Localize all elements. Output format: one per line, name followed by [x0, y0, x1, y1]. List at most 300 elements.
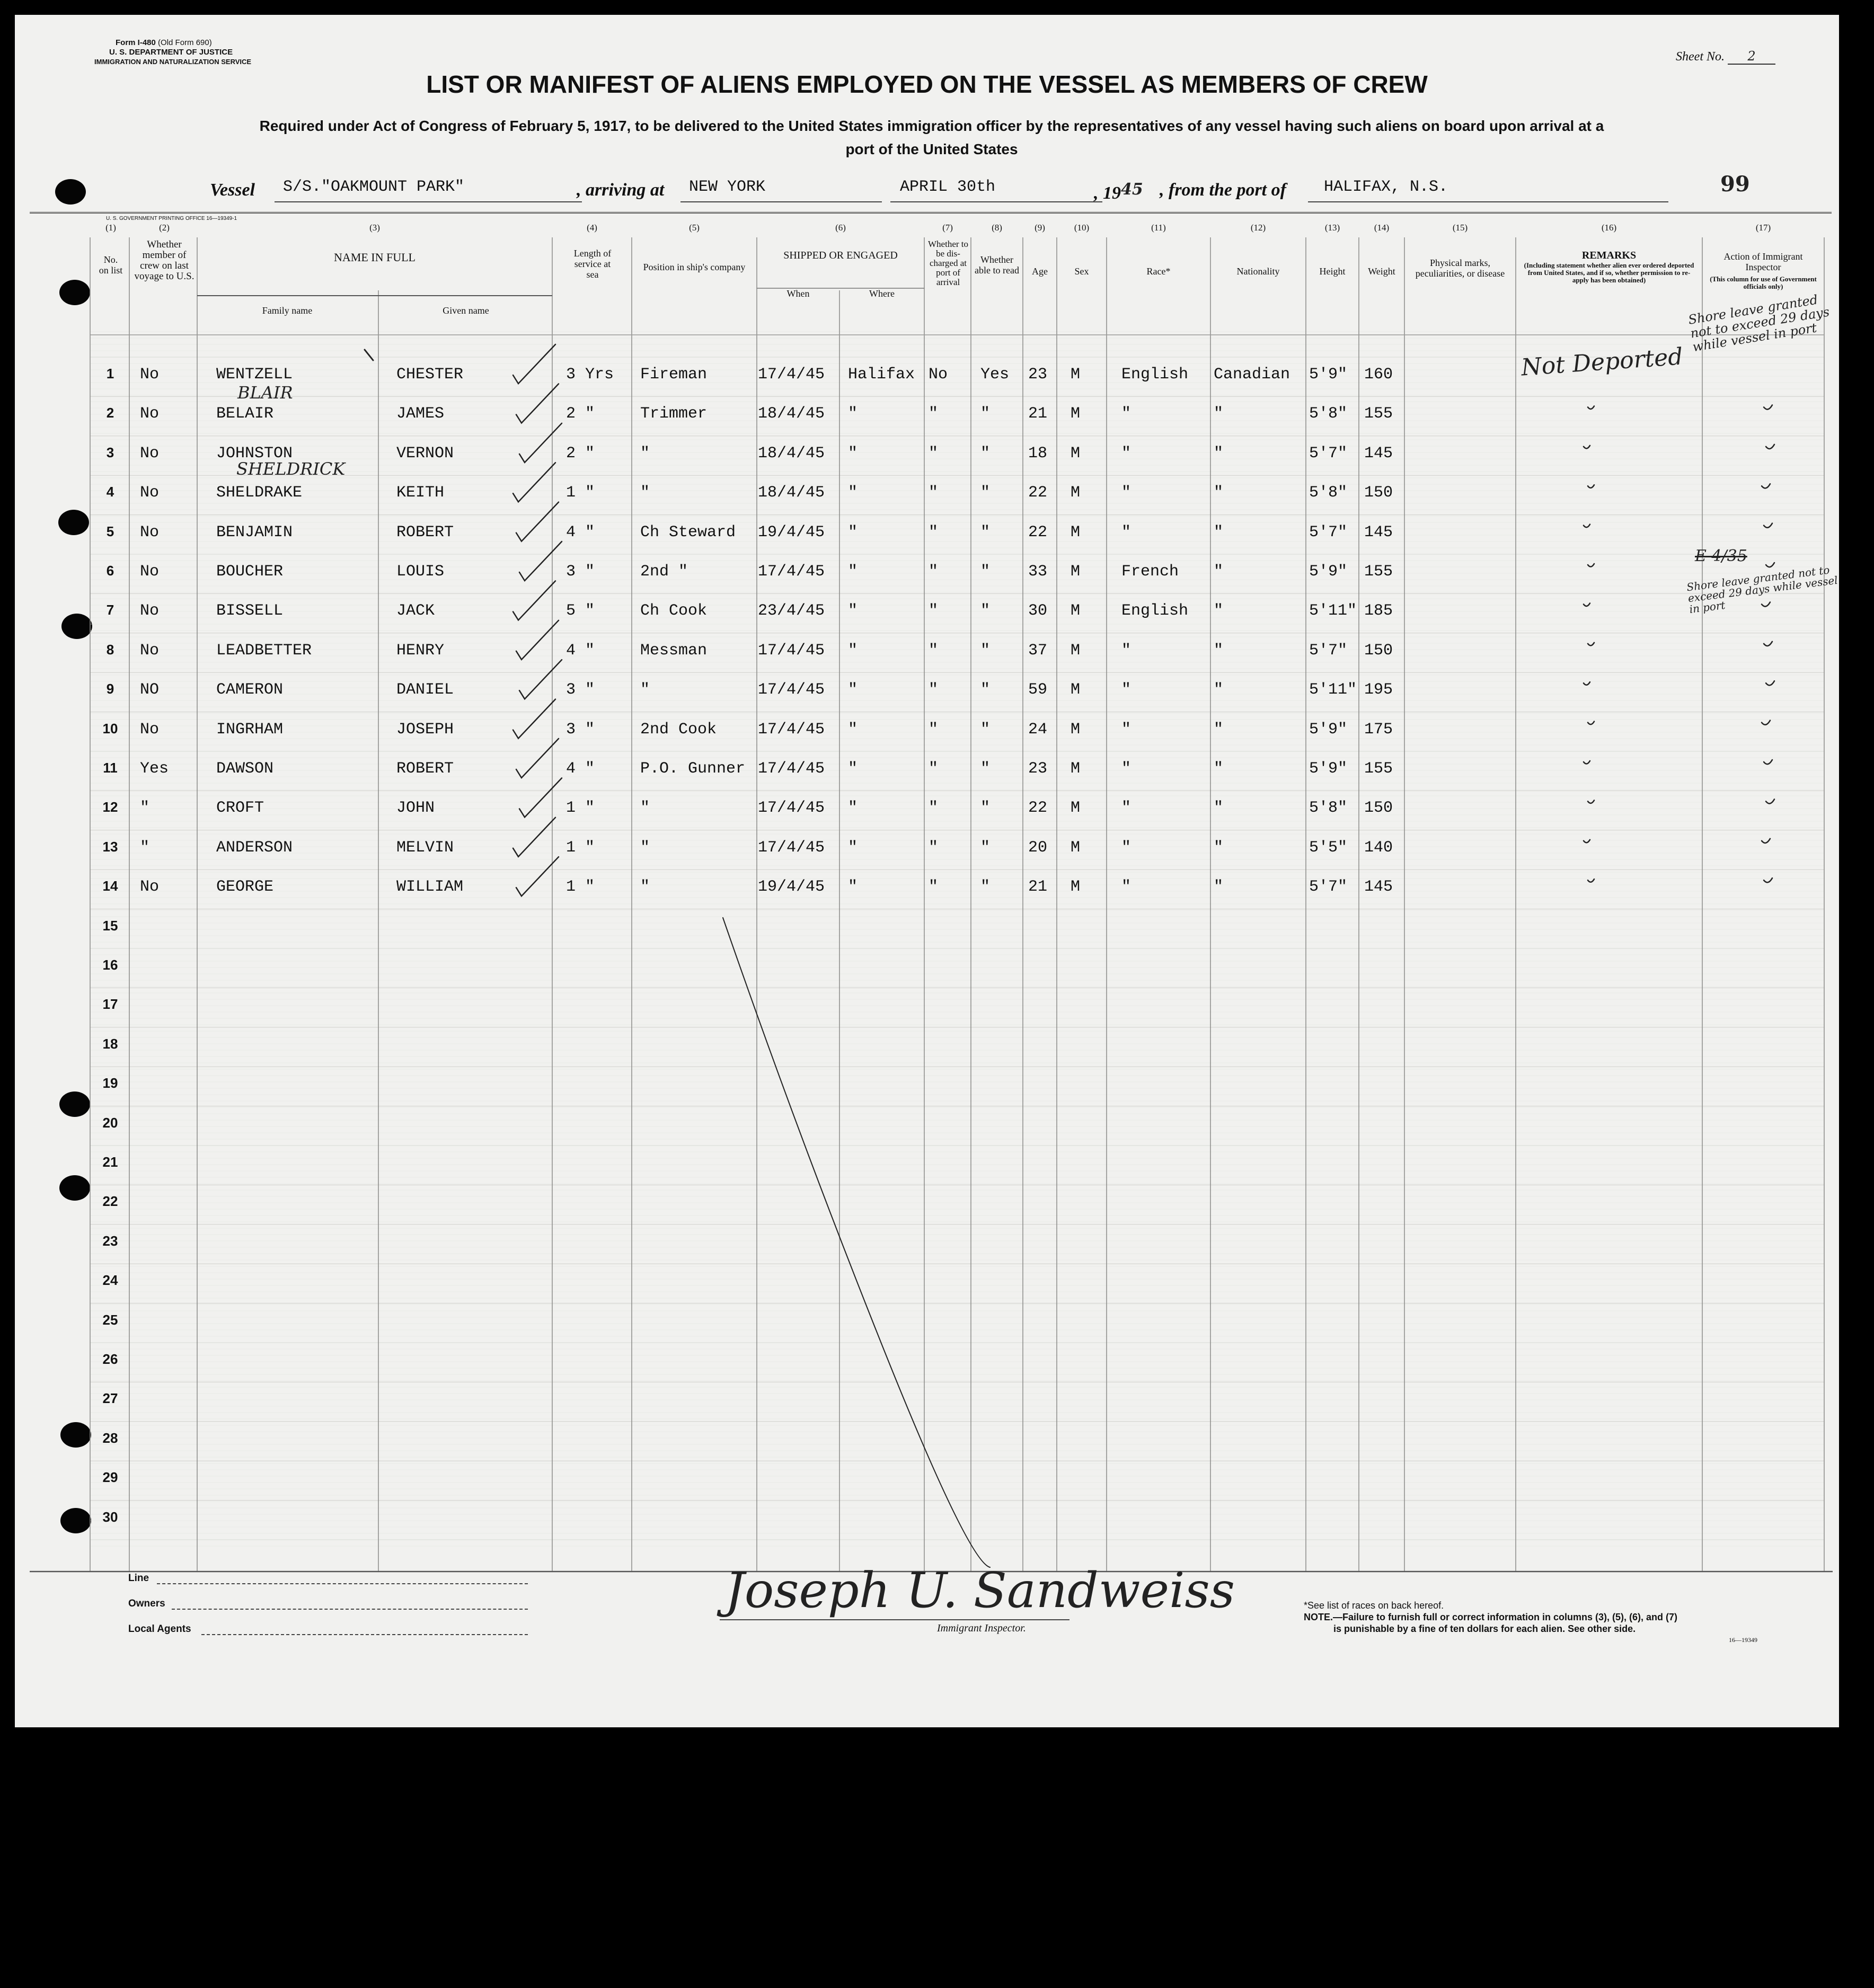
discharged: "	[929, 405, 939, 423]
given-name: JAMES	[396, 405, 445, 423]
position: "	[640, 484, 650, 502]
prev-voyage: No	[140, 444, 160, 463]
col2-num: (2)	[159, 223, 170, 233]
pen-stroke	[1764, 760, 1772, 764]
weight: 155	[1364, 563, 1393, 581]
discharged: "	[929, 641, 939, 660]
age: 24	[1028, 720, 1048, 739]
position: 2nd Cook	[640, 720, 717, 739]
family-name: BISSELL	[216, 602, 284, 620]
position: "	[640, 838, 650, 857]
row-number: 10	[102, 720, 118, 736]
race: "	[1121, 681, 1132, 699]
height: 5'8"	[1309, 405, 1348, 423]
pen-stroke	[516, 502, 559, 542]
service-length: 2 "	[566, 444, 595, 463]
col12-num: (12)	[1250, 223, 1266, 233]
race: "	[1121, 838, 1132, 857]
nationality: "	[1214, 405, 1224, 423]
row-number: 22	[102, 1193, 118, 1210]
sex: M	[1071, 366, 1081, 384]
sex: M	[1071, 838, 1081, 857]
discharged: "	[929, 720, 939, 739]
height: 5'9"	[1309, 563, 1348, 581]
family-name: ANDERSON	[216, 838, 293, 857]
height: 5'9"	[1309, 720, 1348, 739]
row-number: 19	[102, 1075, 118, 1091]
nationality: "	[1214, 720, 1224, 739]
able-to-read: "	[980, 838, 991, 857]
race: "	[1121, 405, 1132, 423]
given-name: JOHN	[396, 799, 435, 818]
race: "	[1121, 523, 1132, 542]
sheet-number: Sheet No. 2	[1676, 49, 1775, 65]
family-name: BENJAMIN	[216, 523, 293, 542]
pen-stroke	[1588, 564, 1594, 567]
given-name: HENRY	[396, 641, 445, 660]
row-number: 8	[106, 641, 114, 658]
given-name: DANIEL	[396, 681, 454, 699]
col15-label: Physical marks, peculiarities, or disease	[1415, 258, 1505, 279]
shipped-when: 23/4/45	[758, 602, 825, 620]
row-number: 25	[102, 1311, 118, 1328]
discharged: "	[929, 523, 939, 542]
service-length: 1 "	[566, 838, 595, 857]
discharged: "	[929, 838, 939, 857]
shipped-when: 17/4/45	[758, 799, 825, 818]
col15-num: (15)	[1452, 223, 1468, 233]
discharged: "	[929, 799, 939, 818]
col9-label: Age	[1032, 266, 1048, 277]
pen-stroke	[1584, 446, 1590, 449]
sex: M	[1071, 641, 1081, 660]
service: IMMIGRATION AND NATURALIZATION SERVICE	[94, 58, 252, 66]
arrival-date: APRIL 30th	[900, 178, 996, 196]
height: 5'7"	[1309, 641, 1348, 660]
pen-stroke	[723, 918, 990, 1567]
service-length: 1 "	[566, 878, 595, 897]
service-length: 4 "	[566, 523, 595, 542]
nationality: "	[1214, 878, 1224, 897]
col12-label: Nationality	[1236, 266, 1280, 277]
race: "	[1121, 444, 1132, 463]
nationality: "	[1214, 444, 1224, 463]
prev-voyage: No	[140, 366, 160, 384]
service-length: 1 "	[566, 799, 595, 818]
col10-label: Sex	[1074, 266, 1089, 277]
family-name: CROFT	[216, 799, 264, 818]
race: English	[1121, 366, 1189, 384]
row-number: 18	[102, 1035, 118, 1052]
position: Messman	[640, 641, 708, 660]
height: 5'9"	[1309, 366, 1348, 384]
form-title: LIST OR MANIFEST OF ALIENS EMPLOYED ON THE VESSEL AS MEMBERS OF CREW	[426, 70, 1428, 98]
col7-label: Whether to be dis-charged at port of arrival	[928, 239, 968, 287]
able-to-read: "	[980, 760, 991, 778]
weight: 145	[1364, 523, 1393, 542]
sex: M	[1071, 681, 1081, 699]
nationality: Canadian	[1214, 366, 1290, 384]
able-to-read: "	[980, 681, 991, 699]
able-to-read: "	[980, 878, 991, 897]
pen-stroke	[513, 818, 555, 857]
row-number: 15	[102, 917, 118, 934]
shipped-where: "	[848, 681, 858, 699]
row-number: 7	[106, 602, 114, 618]
shipped-when: 18/4/45	[758, 444, 825, 463]
row-number: 12	[102, 799, 118, 815]
arriving-port: NEW YORK	[689, 178, 766, 196]
col9-num: (9)	[1035, 223, 1045, 233]
service-length: 5 "	[566, 602, 595, 620]
prev-voyage: No	[140, 720, 160, 739]
service-length: 3 Yrs	[566, 366, 614, 384]
pen-stroke	[513, 581, 555, 620]
able-to-read: "	[980, 641, 991, 660]
shipped-when: 18/4/45	[758, 405, 825, 423]
col16-num: (16)	[1601, 223, 1617, 233]
form-number: Form I-480 (Old Form 690)	[116, 38, 212, 47]
shipped-when: 17/4/45	[758, 641, 825, 660]
weight: 150	[1364, 799, 1393, 818]
family-name: INGRHAM	[216, 720, 284, 739]
position: Ch Steward	[640, 523, 736, 542]
race: "	[1121, 641, 1132, 660]
height: 5'7"	[1309, 444, 1348, 463]
family-name: DAWSON	[216, 760, 274, 778]
row-number: 2	[106, 405, 114, 421]
weight: 195	[1364, 681, 1393, 699]
pen-stroke	[513, 344, 555, 384]
sex: M	[1071, 484, 1081, 502]
arriving-label: , arriving at	[577, 180, 665, 200]
pen-marks	[15, 15, 1839, 1727]
pen-stroke	[1588, 485, 1594, 488]
prev-voyage: No	[140, 405, 160, 423]
service-length: 1 "	[566, 484, 595, 502]
shipped-when: 17/4/45	[758, 681, 825, 699]
race: "	[1121, 720, 1132, 739]
pen-stroke	[1764, 523, 1772, 528]
prev-voyage: No	[140, 563, 160, 581]
shipped-where: Halifax	[848, 366, 915, 384]
from-label: , from the port of	[1160, 180, 1286, 200]
col3-label: NAME IN FULL	[334, 251, 416, 264]
row-number: 21	[102, 1154, 118, 1170]
age: 22	[1028, 799, 1048, 818]
row-number: 30	[102, 1508, 118, 1525]
position: Trimmer	[640, 405, 708, 423]
shipped-when: 19/4/45	[758, 523, 825, 542]
service-length: 2 "	[566, 405, 595, 423]
race: French	[1121, 563, 1179, 581]
col8-num: (8)	[992, 223, 1002, 233]
row-number: 13	[102, 838, 118, 855]
shipped-where: "	[848, 523, 858, 542]
col11-num: (11)	[1151, 223, 1166, 233]
able-to-read: "	[980, 720, 991, 739]
row-number: 29	[102, 1469, 118, 1486]
signature-title: Immigrant Inspector.	[937, 1622, 1026, 1634]
able-to-read: "	[980, 799, 991, 818]
department: U. S. DEPARTMENT OF JUSTICE	[109, 48, 233, 57]
nationality: "	[1214, 523, 1224, 542]
given-name: ROBERT	[396, 523, 454, 542]
position: P.O. Gunner	[640, 760, 746, 778]
annotation-sheldrick: SHELDRICK	[236, 459, 346, 479]
able-to-read: Yes	[980, 366, 1010, 384]
pen-stroke	[1588, 800, 1594, 803]
prev-voyage: NO	[140, 681, 160, 699]
col2-label: Whether member of crew on last voyage to U.S.	[134, 239, 195, 282]
shipped-when: 17/4/45	[758, 563, 825, 581]
shipped-where: "	[848, 602, 858, 620]
col3-given: Given name	[443, 305, 489, 316]
shipped-when: 19/4/45	[758, 878, 825, 897]
age: 30	[1028, 602, 1048, 620]
prev-voyage: "	[140, 838, 150, 857]
col3-num: (3)	[369, 223, 380, 233]
height: 5'9"	[1309, 760, 1348, 778]
position: Ch Cook	[640, 602, 708, 620]
prev-voyage: No	[140, 523, 160, 542]
weight: 160	[1364, 366, 1393, 384]
shipped-when: 18/4/45	[758, 484, 825, 502]
pen-stroke	[1762, 602, 1770, 606]
pen-stroke	[513, 699, 555, 739]
page-stamp: 99	[1720, 172, 1750, 197]
printing-office: U. S. GOVERNMENT PRINTING OFFICE 16—19349-1	[106, 216, 237, 221]
nationality: "	[1214, 799, 1224, 818]
race: "	[1121, 799, 1132, 818]
discharged: "	[929, 484, 939, 502]
col3-family: Family name	[262, 305, 313, 316]
age: 21	[1028, 878, 1048, 897]
sex: M	[1071, 799, 1081, 818]
col14-num: (14)	[1374, 223, 1390, 233]
position: "	[640, 799, 650, 818]
weight: 150	[1364, 484, 1393, 502]
pen-stroke	[516, 384, 559, 423]
given-name: MELVIN	[396, 838, 454, 857]
family-name: WENTZELL	[216, 366, 293, 384]
row-number: 20	[102, 1114, 118, 1131]
pen-stroke	[1764, 642, 1772, 646]
col5-label: Position in ship's company	[643, 262, 746, 272]
row-number: 24	[102, 1272, 118, 1289]
race: "	[1121, 484, 1132, 502]
pen-stroke	[1766, 681, 1774, 685]
given-name: CHESTER	[396, 366, 464, 384]
row-number: 27	[102, 1390, 118, 1407]
row-number: 9	[106, 681, 114, 697]
age: 37	[1028, 641, 1048, 660]
col6-where: Where	[869, 288, 895, 299]
col4-num: (4)	[587, 223, 597, 233]
shipped-where: "	[848, 641, 858, 660]
sex: M	[1071, 405, 1081, 423]
given-name: LOUIS	[396, 563, 445, 581]
race: "	[1121, 878, 1132, 897]
inspector-signature: Joseph U. Sandweiss	[725, 1562, 1235, 1619]
age: 20	[1028, 838, 1048, 857]
pen-stroke	[1584, 525, 1590, 528]
form-code: 16—19349	[1729, 1636, 1757, 1644]
pen-stroke	[1584, 603, 1590, 606]
col13-label: Height	[1319, 266, 1346, 277]
col14-label: Weight	[1368, 266, 1395, 277]
shipped-where: "	[848, 405, 858, 423]
age: 23	[1028, 760, 1048, 778]
year-label: , 1945	[1094, 180, 1143, 203]
shipped-when: 17/4/45	[758, 720, 825, 739]
weight: 155	[1364, 405, 1393, 423]
annotation-row6: E 4/35	[1695, 547, 1747, 565]
pen-stroke	[1588, 879, 1594, 882]
height: 5'5"	[1309, 838, 1348, 857]
able-to-read: "	[980, 602, 991, 620]
prev-voyage: No	[140, 641, 160, 660]
pen-stroke	[1584, 761, 1590, 764]
given-name: KEITH	[396, 484, 445, 502]
weight: 145	[1364, 878, 1393, 897]
row-number: 3	[106, 444, 114, 460]
given-name: JOSEPH	[396, 720, 454, 739]
able-to-read: "	[980, 484, 991, 502]
service-length: 3 "	[566, 563, 595, 581]
weight: 185	[1364, 602, 1393, 620]
weight: 155	[1364, 760, 1393, 778]
annotation-shore-leave-2: Shore leave granted not to exceed 29 days while vessel in port	[1686, 563, 1838, 616]
family-name: BELAIR	[216, 405, 274, 423]
pen-stroke	[1764, 405, 1772, 409]
shipped-where: "	[848, 799, 858, 818]
age: 23	[1028, 366, 1048, 384]
annotation-shore-leave-1: Shore leave granted not to exceed 29 days while vessel in port	[1687, 292, 1831, 355]
row-number: 4	[106, 484, 114, 500]
shipped-where: "	[848, 484, 858, 502]
sex: M	[1071, 563, 1081, 581]
row-number: 6	[106, 563, 114, 579]
prev-voyage: No	[140, 484, 160, 502]
col17-num: (17)	[1755, 223, 1771, 233]
age: 22	[1028, 484, 1048, 502]
col6-when: When	[786, 288, 810, 299]
shipped-where: "	[848, 838, 858, 857]
age: 33	[1028, 563, 1048, 581]
pen-stroke	[365, 350, 373, 360]
col10-num: (10)	[1074, 223, 1090, 233]
col13-num: (13)	[1324, 223, 1340, 233]
row-number: 1	[106, 366, 114, 381]
height: 5'8"	[1309, 799, 1348, 818]
col4-label: Length of service at sea	[573, 248, 612, 280]
age: 21	[1028, 405, 1048, 423]
line-label: Line	[128, 1573, 149, 1584]
fine-note-2: is punishable by a fine of ten dollars for each alien. See other side.	[1333, 1623, 1636, 1634]
pen-stroke	[1584, 682, 1590, 685]
pen-stroke	[1766, 563, 1774, 567]
vessel-name: S/S."OAKMOUNT PARK"	[283, 178, 465, 196]
given-name: ROBERT	[396, 760, 454, 778]
pen-stroke	[516, 739, 559, 778]
nationality: "	[1214, 838, 1224, 857]
shipped-where: "	[848, 760, 858, 778]
given-name: JACK	[396, 602, 435, 620]
position: "	[640, 878, 650, 897]
row-number: 5	[106, 523, 114, 539]
weight: 145	[1364, 444, 1393, 463]
sex: M	[1071, 760, 1081, 778]
shipped-when: 17/4/45	[758, 366, 825, 384]
pen-stroke	[1588, 722, 1594, 725]
pen-stroke	[519, 660, 562, 699]
age: 22	[1028, 523, 1048, 542]
col5-num: (5)	[689, 223, 700, 233]
shipped-where: "	[848, 720, 858, 739]
pen-stroke	[1766, 799, 1774, 803]
shipped-when: 17/4/45	[758, 838, 825, 857]
discharged: "	[929, 444, 939, 463]
col17-note: (This column for use of Government officials only)	[1710, 275, 1817, 290]
col1-num: (1)	[105, 223, 116, 233]
pen-stroke	[1762, 839, 1770, 843]
able-to-read: "	[980, 405, 991, 423]
able-to-read: "	[980, 523, 991, 542]
nationality: "	[1214, 681, 1224, 699]
col16-note: (Including statement whether alien ever ordered deported from United States, and if so, whether permission to re-apply has been obtained)	[1524, 261, 1694, 284]
sex: M	[1071, 720, 1081, 739]
family-name: JOHNSTON	[216, 444, 293, 463]
pen-stroke	[519, 778, 562, 817]
sex: M	[1071, 878, 1081, 897]
races-note: *See list of races on back hereof.	[1304, 1600, 1444, 1611]
shipped-when: 17/4/45	[758, 760, 825, 778]
prev-voyage: Yes	[140, 760, 169, 778]
col1-label: No. on list	[99, 254, 123, 276]
shipped-where: "	[848, 878, 858, 897]
weight: 175	[1364, 720, 1393, 739]
row-number: 28	[102, 1430, 118, 1446]
prev-voyage: No	[140, 602, 160, 620]
sex: M	[1071, 602, 1081, 620]
height: 5'8"	[1309, 484, 1348, 502]
pen-stroke	[1762, 484, 1770, 488]
race: English	[1121, 602, 1189, 620]
prev-voyage: No	[140, 878, 160, 897]
col16-label: REMARKS	[1581, 250, 1637, 261]
service-length: 3 "	[566, 681, 595, 699]
shipped-where: "	[848, 563, 858, 581]
position: Fireman	[640, 366, 708, 384]
age: 18	[1028, 444, 1048, 463]
row-number: 26	[102, 1351, 118, 1367]
weight: 140	[1364, 838, 1393, 857]
nationality: "	[1214, 602, 1224, 620]
manifest-sheet	[15, 15, 1839, 1727]
col11-label: Race*	[1146, 266, 1171, 277]
discharged: "	[929, 681, 939, 699]
height: 5'11"	[1309, 681, 1357, 699]
pen-stroke	[1584, 840, 1590, 843]
service-length: 4 "	[566, 641, 595, 660]
fine-note: NOTE.—Failure to furnish full or correct information in columns (3), (5), (6), and (7)	[1304, 1612, 1678, 1622]
discharged: "	[929, 878, 939, 897]
pen-stroke	[519, 542, 562, 581]
pen-stroke	[1588, 406, 1594, 409]
nationality: "	[1214, 641, 1224, 660]
family-name: LEADBETTER	[216, 641, 312, 660]
